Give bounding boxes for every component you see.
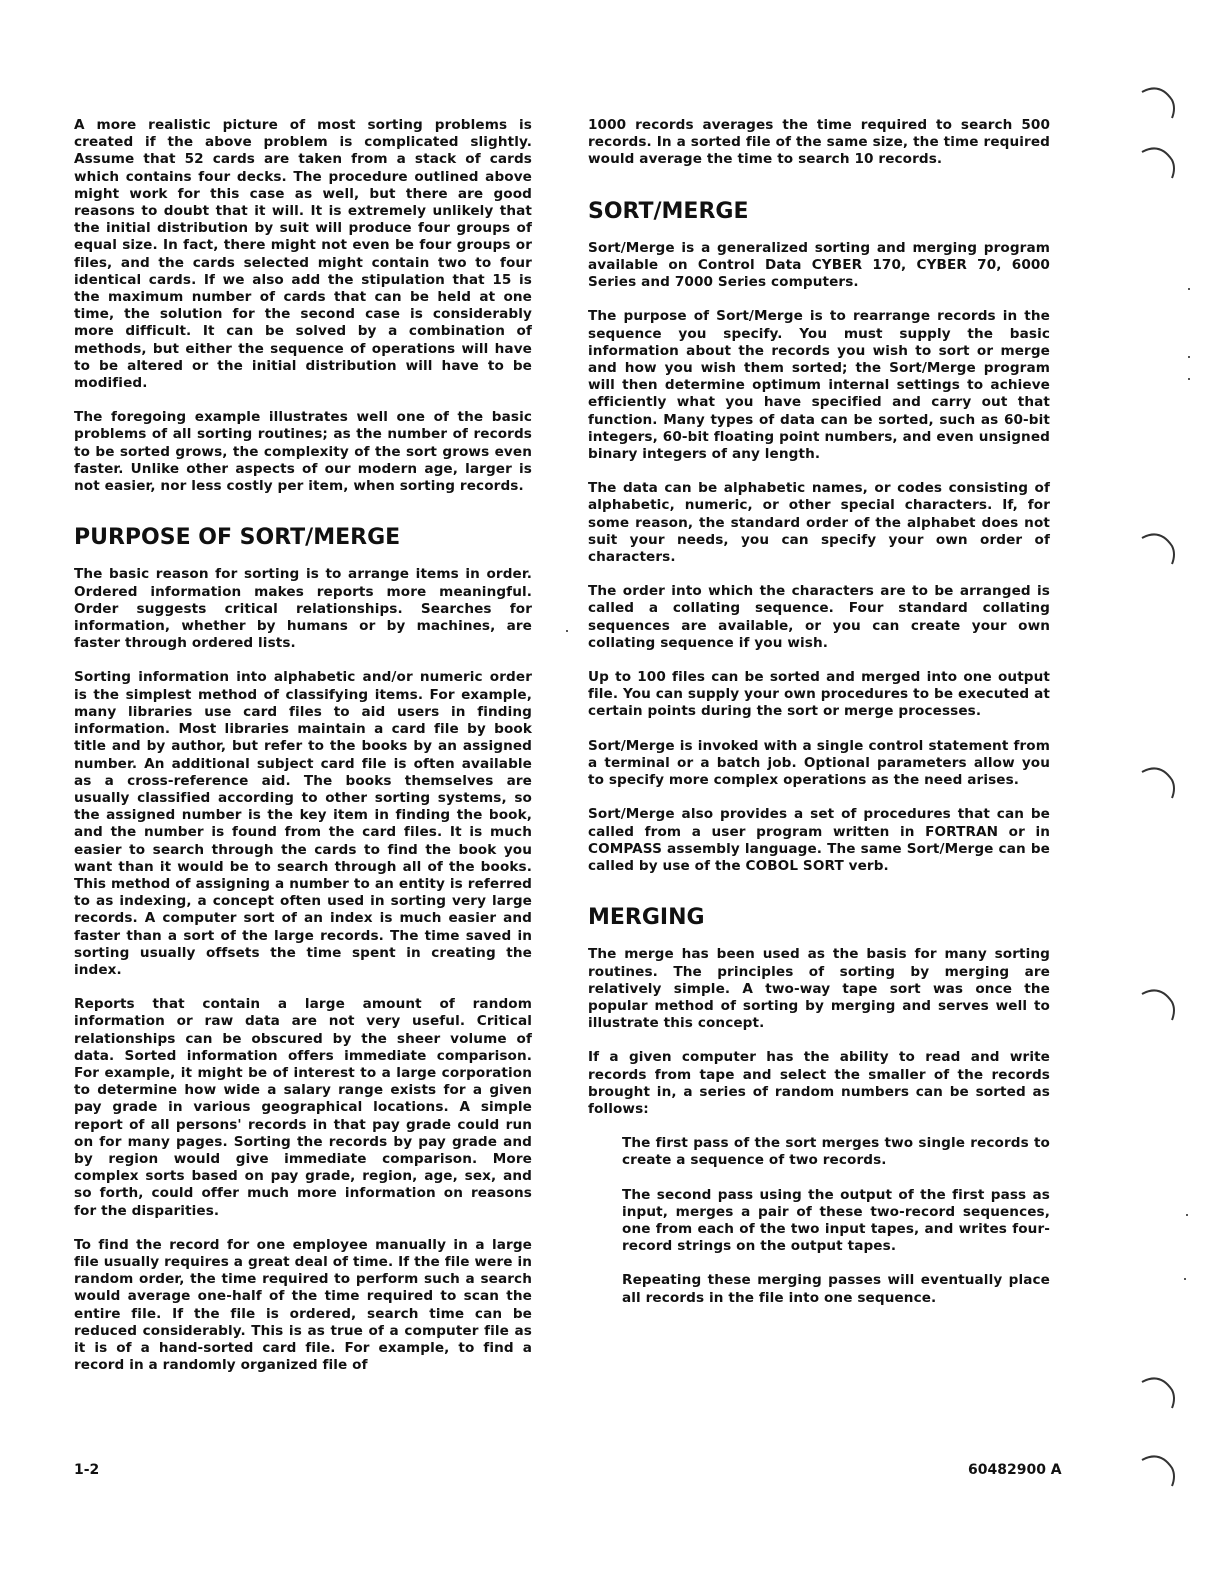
- binder-hole-mark-icon: [1138, 78, 1184, 124]
- section-heading-sortmerge: SORT/MERGE: [588, 198, 749, 224]
- scan-speck: [1188, 356, 1190, 358]
- paragraph: Sort/Merge is invoked with a single control statement from a terminal or a batch job. Optional parameters allow you to specify more complex operations as the need arises.: [588, 737, 1050, 789]
- page-number: 1-2: [74, 1462, 100, 1478]
- binder-hole-mark-icon: [1138, 1368, 1184, 1414]
- paragraph: The foregoing example illustrates well one of the basic problems of all sorting routines; as the number of records to be sorted grows, the complexity of the sort grows even faster. Unlike other aspects of our modern age, larger is not easier, nor less costly per item, when sorting records.: [74, 409, 532, 495]
- binder-hole-mark-icon: [1138, 1446, 1184, 1492]
- merge-step: The first pass of the sort merges two single records to create a sequence of two records.: [622, 1135, 1050, 1169]
- paragraph: Up to 100 files can be sorted and merged into one output file. You can supply your own procedures to be executed at certain points during the sort or merge processes.: [588, 669, 1050, 720]
- document-number: 60482900 A: [968, 1462, 1062, 1478]
- paragraph: Sort/Merge is a generalized sorting and merging program available on Control Data CYBER 170, CYBER 70, 6000 Series and 7000 Series computers.: [588, 239, 1050, 291]
- scan-speck: [1188, 288, 1190, 290]
- right-column: [588, 117, 1050, 1324]
- scan-speck: [1188, 378, 1190, 380]
- binder-hole-mark-icon: [1138, 524, 1184, 570]
- paragraph: Sort/Merge also provides a set of procedures that can be called from a user program written in FORTRAN or in COMPASS assembly language. The same Sort/Merge can be called by use of the COBOL SORT verb.: [588, 806, 1050, 874]
- section-heading-purpose: PURPOSE OF SORT/MERGE: [74, 525, 401, 551]
- paragraph: The merge has been used as the basis for many sorting routines. The principles of sorting by merging are relatively simple. A two-way tape sort was once the popular method of sorting by merging and serves well to illustrate this concept.: [588, 946, 1050, 1032]
- section-heading-merging: MERGING: [588, 905, 705, 931]
- paragraph: If a given computer has the ability to read and write records from tape and select the smaller of the records brought in, a series of random numbers can be sorted as follows:: [588, 1049, 1050, 1117]
- merge-step: The second pass using the output of the first pass as input, merges a pair of these two-record sequences, one from each of the two input tapes, and writes four-record strings on the output tapes.: [622, 1186, 1050, 1255]
- paragraph: To find the record for one employee manually in a large file usually requires a great deal of time. If the file were in random order, the time required to perform such a search would average one-half of the time required to scan the entire file. If the file is ordered, search time can be reduced considerably. This is as true of a computer file as it is of a hand-sorted card file. For example, to find a record in a randomly organized file of: [74, 1236, 532, 1374]
- binder-hole-mark-icon: [1138, 138, 1184, 184]
- paragraph: Sorting information into alphabetic and/or numeric order is the simplest method of classifying items. For example, many libraries use card files to aid users in finding information. Most libraries maintain a card file by book title and by author, but refer to the books by an assigned number. An additional subject card file is often available as a cross-reference aid. The books themselves are usually classified according to other sorting systems, so the assigned number is the key item in finding the book, and the number is found from the card files. It is much easier to search through the cards to find the book you want than it would be to search through all of the books. This method of assigning a number to an entity is referred to as indexing, a concept often used in sorting very large records. A computer sort of an index is much easier and faster than a sort of the large records. The time saved in sorting usually offsets the time spent in creating the index.: [74, 669, 532, 978]
- paragraph: The purpose of Sort/Merge is to rearrange records in the sequence you specify. You must supply the basic information about the records you wish to sort or merge and how you wish them sorted; the Sort/Merge program will then determine optimum internal settings to achieve efficiently what you have specified and carry out that function. Many types of data can be sorted, such as 60-bit integers, 60-bit floating point numbers, and even unsigned binary integers of any length.: [588, 308, 1050, 463]
- binder-hole-mark-icon: [1138, 758, 1184, 804]
- paragraph: A more realistic picture of most sorting problems is created if the above problem is complicated slightly. Assume that 52 cards are taken from a stack of cards which contains four decks. The procedure outlined above might work for this case as well, but there are good reasons to doubt that it will. It is extremely unlikely that the initial distribution by suit will produce four groups of equal size. In fact, there might not even be four groups or files, and the cards selected might contain two to four identical cards. If we also add the stipulation that 15 is the maximum number of cards that can be held at one time, the solution for the second case is considerably more difficult. It can be solved by a combination of methods, but either the sequence of operations will have to be altered or the initial distribution will have to be modified.: [74, 117, 532, 392]
- scan-speck: [566, 630, 568, 632]
- merge-step: Repeating these merging passes will eventually place all records in the file into one sequence.: [622, 1272, 1050, 1306]
- paragraph: The data can be alphabetic names, or codes consisting of alphabetic, numeric, or other special characters. If, for some reason, the standard order of the alphabet does not suit your needs, you can specify your own order of characters.: [588, 480, 1050, 566]
- binder-hole-mark-icon: [1138, 980, 1184, 1026]
- paragraph: The basic reason for sorting is to arrange items in order. Ordered information makes reports more meaningful. Order suggests critical relationships. Searches for information, whether by humans or by machines, are faster through ordered lists.: [74, 566, 532, 652]
- paragraph: 1000 records averages the time required to search 500 records. In a sorted file of the same size, the time required would average the time to search 10 records.: [588, 117, 1050, 168]
- scan-speck: [1184, 1278, 1186, 1280]
- paragraph: Reports that contain a large amount of random information or raw data are not very useful. Critical relationships can be obscured by the sheer volume of data. Sorted information offers immediate comparison. For example, it might be of interest to a large corporation to determine how wide a salary range exists for a given pay grade in various geographical locations. A simple report of all persons' records in that pay grade could run on for many pages. Sorting the records by pay grade and by region would give immediate comparison. More complex sorts based on pay grade, region, age, sex, and so forth, could offer much more information on reasons for the disparities.: [74, 996, 532, 1219]
- left-column: [74, 117, 532, 1391]
- scan-speck: [1186, 1214, 1188, 1216]
- paragraph: The order into which the characters are to be arranged is called a collating sequence. Four standard collating sequences are available, or you can create your own collating sequence if you wish.: [588, 583, 1050, 651]
